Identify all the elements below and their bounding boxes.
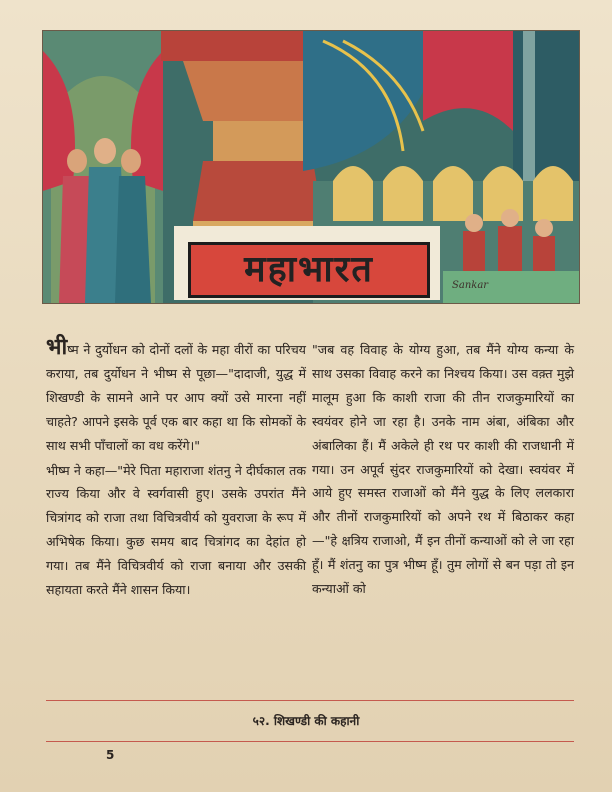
text-column-left bbox=[46, 335, 306, 602]
paragraph-text: भीष्म ने कहा—"मेरे पिता महाराजा शंतनु ने दीर्घकाल तक राज्य किया और वे स्वर्गवासी हुए। उसके उपरांत मैंने चित्रांगद को राजा तथा विचित्रवीर्य को युवराजा के रूप में अभिषेक किया। कुछ समय बाद चित्रांगद का देहांत हो गया। तब मैंने विचित्रवीर्य को राजा बनाया और उसकी सहायता करते मैंने शासन किया। bbox=[46, 462, 306, 598]
drop-cap: भी bbox=[46, 335, 68, 360]
paragraph bbox=[312, 338, 574, 601]
footer-story-title: ५२. शिखण्डी की कहानी bbox=[252, 714, 360, 728]
footer-rule-bottom bbox=[46, 741, 574, 742]
page-number: 5 bbox=[106, 748, 115, 762]
page-title: महाभारत bbox=[244, 249, 374, 290]
text-column-right bbox=[312, 338, 574, 601]
paragraph bbox=[46, 459, 306, 602]
title-panel bbox=[174, 226, 440, 300]
paragraph-text: "जब वह विवाह के योग्य हुआ, तब मैंने योग्य कन्या के साथ उसका विवाह करने का निश्चय किया। उस वक़्त मुझे मालूम हुआ कि काशी राजा की तीन राजकुमारियों का स्वयंवर होने जा रहा है। उनके नाम अंबा, अंबिका और अंबालिका हैं। मैं अकेले ही रथ पर काशी की राजधानी में गया। उन अपूर्व सुंदर राजकुमारियों को देखा। स्वयंवर में आये हुए समस्त राजाओं को मैंने युद्ध के लिए ललकारा और तीनों राजकुमारियों को अपने रथ में बिठाकर कहा—"हे क्षत्रिय राजाओ, मैं इन तीनों कन्याओं को ले जा रहा हूँ। मैं शंतनु का पुत्र भीष्म हूँ। तुम लोगों से बन पड़ा तो इन कन्याओं को bbox=[312, 342, 574, 597]
title-frame bbox=[188, 242, 430, 298]
artist-signature: Sankar bbox=[452, 280, 489, 291]
paragraph bbox=[46, 335, 306, 458]
paragraph-text: ष्म ने दुर्योधन को दोनों दलों के महा वीरों का परिचय कराया, तब दुर्योधन ने भीष्म से पूछा—"दादाजी, युद्ध में शिखण्डी के सामने आने पर आप क्यों उसे मारना नहीं चाहते? आपने इसके पूर्व एक बार कहा था कि सोमकों के साथ सभी पाँचालों का वध करेंगे।" bbox=[46, 342, 306, 453]
footer-rule-top bbox=[46, 700, 574, 701]
